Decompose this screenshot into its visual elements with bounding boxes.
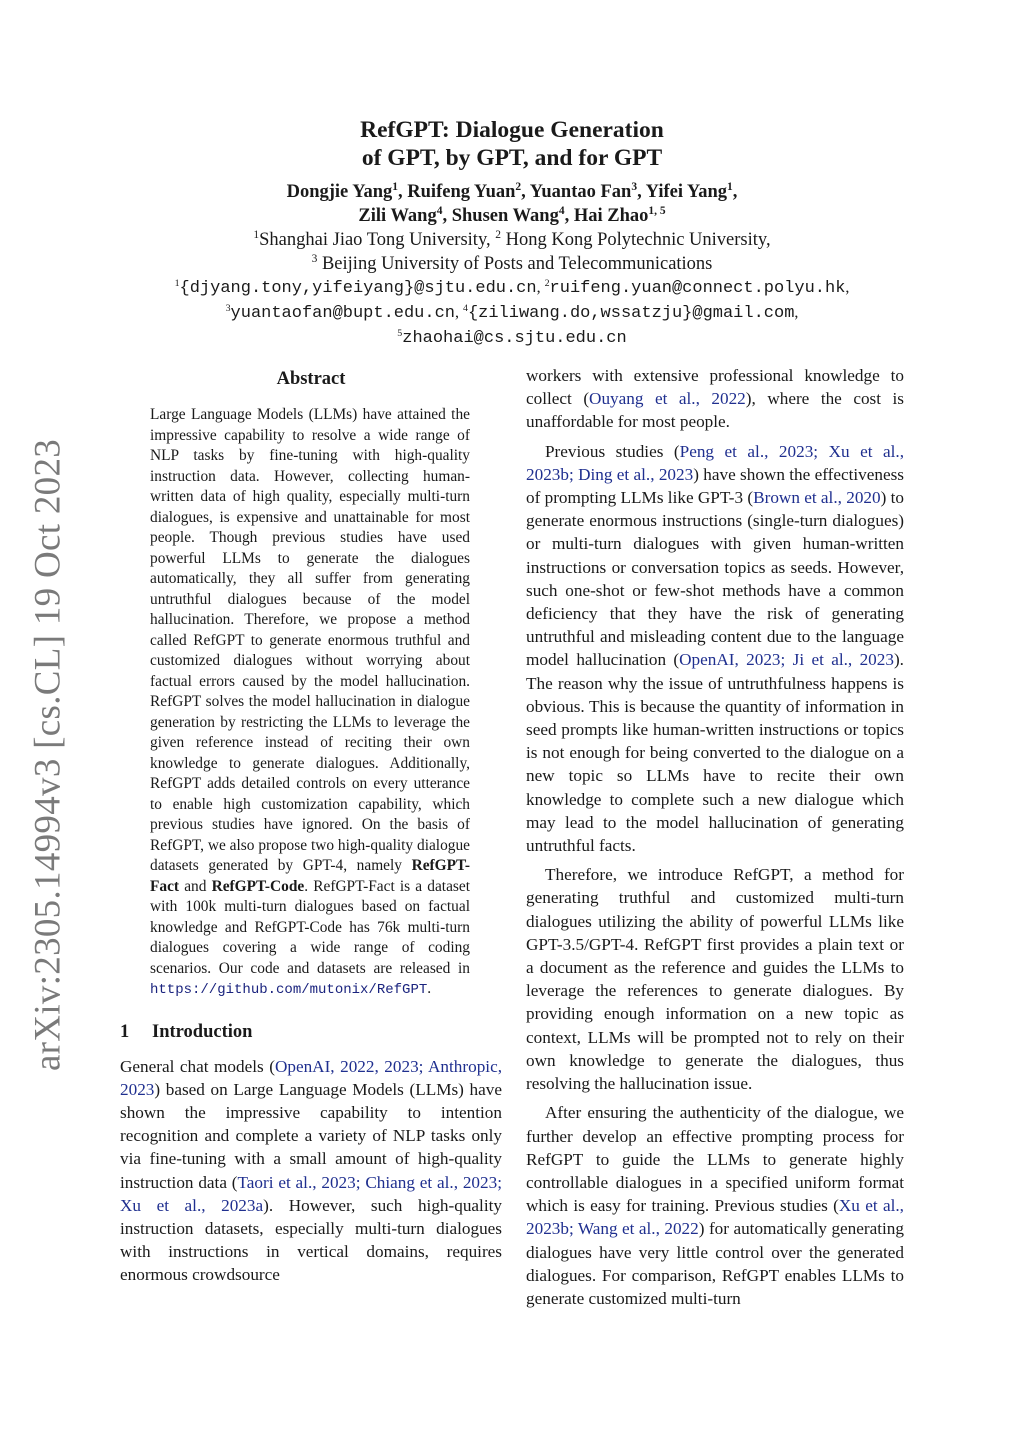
paper-title: [120, 116, 904, 172]
intro-paragraph-1-cont: workers with extensive professional knowledge to collect (Ouyang et al., 2022), where the cost is unaffordable for most people.: [526, 366, 904, 432]
author: Shusen Wang$^4$: [451, 204, 565, 226]
email-link[interactable]: ruifeng.yuan@connect.polyu.hk: [549, 279, 846, 298]
email-link[interactable]: {djyang.tony,yifeiyang}@sjtu.edu.cn: [179, 279, 537, 298]
affiliations: $^1$Shanghai Jiao Tong University, $^2$ Hong Kong Polytechnic University, $^3$ Beijing University of Posts and Telecommunications: [253, 228, 771, 274]
author-list: Dongjie Yang$^1$, Ruifeng Yuan$^2$, Yuantao Fan$^3$, Yifei Yang$^1$, Zili Wang$^4$, Shusen Wang$^4$, Hai Zhao$^{1, 5}$: [286, 180, 738, 226]
intro-paragraph-4: After ensuring the authenticity of the dialogue, we further develop an effective prompting process for RefGPT to guide the LLMs to generate highly controllable dialogues in a specified uniform format which is easy for training. Previous studies (Xu et al., 2023b; Wang et al., 2022) for automatically generating dialogues have very little control over the generated dialogues. For comparison, RefGPT enables LLMs to generate customized multi-turn: [526, 1103, 904, 1308]
author: Yuantao Fan$^3$: [529, 180, 638, 202]
author: Ruifeng Yuan$^2$: [407, 180, 522, 202]
left-column: [120, 364, 502, 1287]
arxiv-id: arXiv:2305.14994v3 [cs.CL] 19 Oct 2023: [27, 438, 69, 1072]
citation-link[interactable]: Taori et al., 2023; Chiang et al., 2023; Xu et al., 2023a: [120, 1172, 502, 1215]
title-line-1: RefGPT: Dialogue Generation: [360, 117, 664, 143]
code-link[interactable]: https://github.com/mutonix/RefGPT: [150, 982, 428, 998]
author: Yifei Yang$^1$: [645, 180, 733, 202]
citation-link[interactable]: Xu et al., 2023b; Wang et al., 2022: [526, 1196, 904, 1239]
author: Dongjie Yang$^1$: [286, 180, 399, 202]
intro-paragraph-3: Therefore, we introduce RefGPT, a method for generating truthful and customized multi-turn dialogues utilizing the ability of powerful LLMs like GPT-3.5/GPT-4. RefGPT first provides a plain text or a document as the reference and guides the LLMs to leverage the references to generate dialogues. By providing enough information on a new topic as context, LLMs will be prompted not to rely on their own knowledge to generate the dialogues, thus resolving the hallucination issue.: [526, 865, 904, 1094]
citation-link[interactable]: OpenAI, 2022, 2023; Anthropic, 2023: [120, 1056, 502, 1099]
intro-paragraph-1: General chat models (OpenAI, 2022, 2023; Anthropic, 2023) based on Large Language Models (LLMs) have shown the impressive capability to intention recognition and complete a variety of NLP tasks only via fine-tuning with a small amount of high-quality instruction data (Taori et al., 2023; Chiang et al., 2023; Xu et al., 2023a). However, such high-quality instruction datasets, especially multi-turn dialogues with instructions in vertical domains, requires enormous crowdsource: [120, 1056, 502, 1285]
title-line-2: of GPT, by GPT, and for GPT: [361, 145, 663, 171]
right-column: [526, 364, 904, 1310]
citation-link[interactable]: Peng et al., 2023; Xu et al., 2023b; Ding et al., 2023: [526, 441, 904, 484]
email-link[interactable]: {ziliwang.do,wssatzju}@gmail.com: [467, 304, 795, 323]
email-link[interactable]: zhaohai@cs.sjtu.edu.cn: [402, 329, 627, 348]
section-heading: 1 Introduction: [120, 1021, 253, 1042]
citation-link[interactable]: OpenAI, 2023; Ji et al., 2023: [679, 650, 894, 670]
arxiv-sidebar: [22, 438, 74, 1072]
email-list: $^1${djyang.tony,yifeiyang}@sjtu.edu.cn, $^2$ruifeng.yuan@connect.polyu.hk, $^3$yuantaofan@bupt.edu.cn, $^4${ziliwang.do,wssatzju}@gmail.com, $^5$zhaohai@cs.sjtu.edu.cn: [174, 277, 850, 348]
abstract-heading: Abstract: [276, 369, 346, 389]
email-link[interactable]: yuantaofan@bupt.edu.cn: [230, 304, 455, 323]
paper-header: [120, 116, 904, 351]
citation-link[interactable]: Brown et al., 2020: [753, 488, 881, 508]
author: Zili Wang$^4$: [358, 204, 443, 226]
abstract-body: Large Language Models (LLMs) have attained the impressive capability to resolve a wide range of NLP tasks by fine-tuning with high-quality instruction data. However, collecting human-written data of high quality, especially multi-turn dialogues, is expensive and unattainable for most people. Though previous studies have used powerful LLMs to generate the dialogues automatically, they all suffer from generating untruthful dialogues because of the model hallucination. Therefore, we propose a method called RefGPT to generate enormous truthful and customized dialogues without worrying about factual errors caused by the model hallucination. RefGPT solves the model hallucination in dialogue generation by restricting the LLMs to leverage the given reference instead of reciting their own knowledge to generate dialogues. Additionally, RefGPT adds detailed controls on every utterance to enable high customization capability, which previous studies have ignored. On the basis of RefGPT, we also propose two high-quality dialogue datasets generated by GPT-4, namely RefGPT-Fact and RefGPT-Code. RefGPT-Fact is a dataset with 100k multi-turn dialogues based on factual knowledge and RefGPT-Code has 76k multi-turn dialogues covering a wide range of coding scenarios. Our code and datasets are released in https://github.com/mutonix/RefGPT.: [150, 406, 470, 998]
intro-paragraph-2: Previous studies (Peng et al., 2023; Xu et al., 2023b; Ding et al., 2023) have shown the effectiveness of prompting LLMs like GPT-3 (Brown et al., 2020) to generate enormous instructions (single-turn dialogues) or multi-turn dialogues with given human-written instructions or conversation topics as seeds. However, such one-shot or few-shot methods have a common deficiency that they have the risk of generating untruthful and misleading content due to the language model hallucination (OpenAI, 2023; Ji et al., 2023). The reason why the issue of untruthfulness happens is obvious. This is because the quantity of information in seed prompts like human-written instructions or topics is not enough for being converted to the dialogue on a new topic so LLMs have to recite their own knowledge to complete such a new dialogue which may lead to the model hallucination of generating untruthful facts.: [526, 441, 905, 856]
author: Hai Zhao$^{1, 5}$: [573, 204, 666, 226]
citation-link[interactable]: Ouyang et al., 2022: [589, 389, 746, 409]
